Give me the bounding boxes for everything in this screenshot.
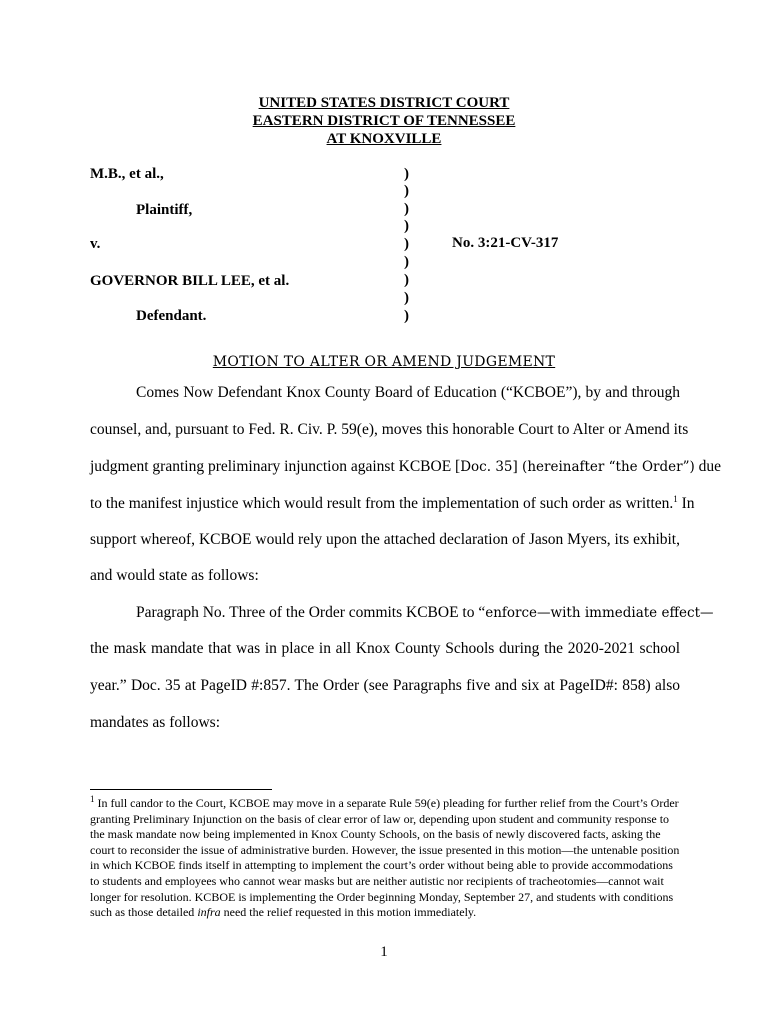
caption-divider: )	[404, 183, 409, 199]
body-line	[90, 458, 722, 476]
footnote-marker: 1	[90, 794, 95, 804]
caption-divider: )	[404, 166, 409, 182]
body-line: the mask mandate that was in place in all Knox County Schools during the 2020-2021 school	[90, 640, 680, 657]
body-line: and would state as follows:	[90, 567, 259, 584]
body-text: enforce—with immediate effect—	[485, 605, 714, 621]
case-number: No. 3:21-CV-317	[452, 235, 559, 251]
body-line: counsel, and, pursuant to Fed. R. Civ. P. 59(e), moves this honorable Court to Alter or Amend its	[90, 421, 689, 438]
court-location: AT KNOXVILLE	[326, 131, 442, 147]
court-name: UNITED STATES DISTRICT COURT	[258, 95, 510, 111]
court-district: EASTERN DISTRICT OF TENNESSEE	[252, 113, 516, 129]
body-line: support whereof, KCBOE would rely upon the attached declaration of Jason Myers, its exhibit,	[90, 531, 680, 548]
page-number: 1	[380, 944, 388, 960]
body-text: In	[677, 495, 695, 512]
caption-divider: )	[404, 308, 409, 324]
caption-divider: )	[404, 236, 409, 252]
body-text: Doc. 35] (hereinafter “the Order”)	[460, 459, 695, 475]
versus: v.	[90, 236, 101, 252]
footnote-text: In full candor to the Court, KCBOE may move in a separate Rule 59(e) pleading for further relief from the Court’s Order granting Preliminary Injunction on the basis of clear error of law or, depending upon student and community response to the mask mandate now being implemented in Knox County Schools, on the basis of newly discovered facts, asking the court to reconsider the issue of administrative burden. However, the issue presented in this motion—the untenable position in which KCBOE finds itself in attempting to implement the court’s order without being able to provide accommodations to students and employees who cannot wear masks but are neither autistic nor recipients of tracheotomies—cannot wait longer for resolution. KCBOE is implementing the Order beginning Monday, September 27, and students with conditions such as those detailed	[90, 796, 680, 920]
footnote-separator	[90, 789, 272, 790]
plaintiff-name: M.B., et al.,	[90, 166, 164, 182]
defendant-role: Defendant.	[136, 308, 207, 324]
motion-title: MOTION TO ALTER OR AMEND JUDGEMENT	[212, 354, 556, 370]
plaintiff-role: Plaintiff,	[136, 202, 193, 218]
footnote-text: need the relief requested in this motion immediately.	[220, 905, 477, 920]
body-line: mandates as follows:	[90, 714, 221, 731]
body-text: due	[694, 458, 722, 475]
body-line	[136, 604, 714, 622]
footnote-text-italic: infra	[197, 905, 221, 920]
body-line: year.” Doc. 35 at PageID #:857. The Order (see Paragraphs five and six at PageID#: 858) also	[90, 677, 680, 694]
caption-divider: )	[404, 201, 409, 217]
body-line: Comes Now Defendant Knox County Board of Education (“KCBOE”), by and through	[136, 384, 680, 401]
body-line	[90, 495, 695, 513]
footnote	[90, 796, 682, 921]
body-text: Paragraph No. Three of the Order commits KCBOE to “	[136, 604, 486, 621]
body-text: judgment granting preliminary injunction against KCBOE [	[90, 458, 461, 475]
caption-divider: )	[404, 272, 409, 288]
caption-divider: )	[404, 218, 409, 234]
footnote-reference[interactable]: 1	[673, 493, 678, 504]
caption-divider: )	[404, 254, 409, 270]
defendant-name: GOVERNOR BILL LEE, et al.	[90, 273, 290, 289]
body-text: to the manifest injustice which would result from the implementation of such order as written.	[90, 495, 674, 512]
caption-divider: )	[404, 290, 409, 306]
